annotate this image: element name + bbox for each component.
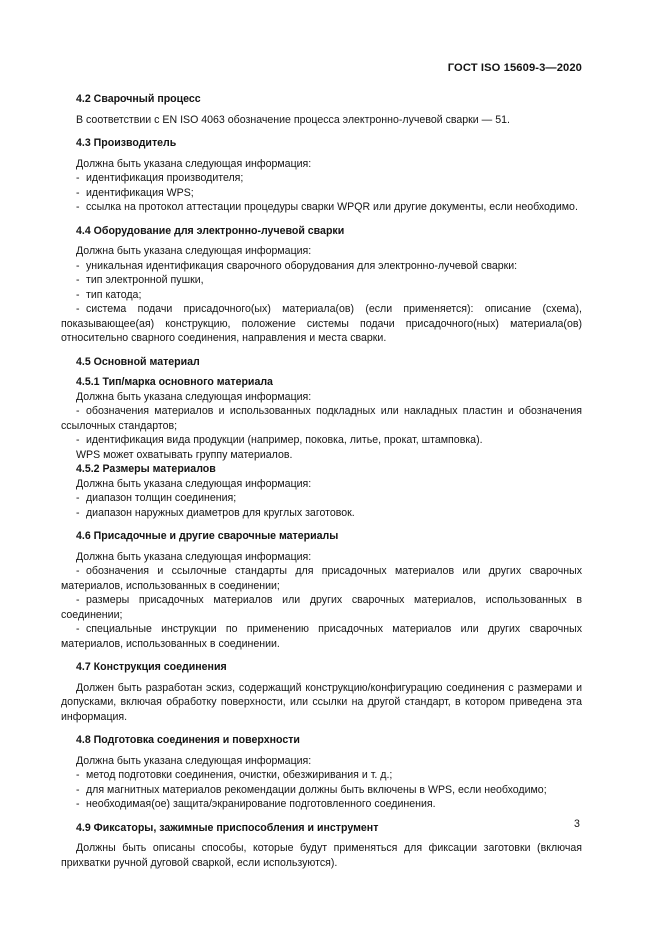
list-item xyxy=(61,622,582,651)
list-marker: - xyxy=(76,434,80,446)
section-heading: 4.6 Присадочные и другие сварочные материалы xyxy=(76,530,339,542)
list-marker: - xyxy=(76,506,80,519)
list-item xyxy=(61,259,582,274)
section-heading: 4.9 Фиксаторы, зажимные приспособления и инструмент xyxy=(76,821,379,834)
list-item xyxy=(61,200,582,215)
list-item xyxy=(61,433,582,448)
list-marker: - xyxy=(76,798,80,810)
list-item-text: обозначения и ссылочные стандарты для присадочных материалов или других сварочных материалов, использованных в соединении; xyxy=(61,565,582,592)
list-marker: - xyxy=(76,623,80,635)
list-item-text: размеры присадочных материалов или других сварочных материалов, использованных в соединении; xyxy=(61,594,582,621)
list-marker: - xyxy=(76,565,80,577)
list-marker: - xyxy=(76,405,80,417)
document-body xyxy=(61,92,582,870)
list-item-text: тип катода; xyxy=(86,288,142,301)
list-item xyxy=(61,506,582,521)
list-marker: - xyxy=(76,594,80,606)
list-item-text: для магнитных материалов рекомендации должны быть включены в WPS, если необходимо; xyxy=(86,783,547,796)
list-item-text: тип электронной пушки, xyxy=(86,274,204,286)
paragraph: В соответствии с EN ISO 4063 обозначение процесса электронно-лучевой сварки — 51. xyxy=(76,113,510,126)
list-item-text: диапазон толщин соединения; xyxy=(86,492,237,504)
paragraph: Должна быть указана следующая информация: xyxy=(76,157,312,170)
paragraph: Должны быть описаны способы, которые будут применяться для фиксации заготовки (включая прихватки ручной дуговой сваркой, если используются). xyxy=(61,842,582,869)
document-code: ГОСТ ISO 15609-3—2020 xyxy=(447,62,582,74)
list-item xyxy=(61,593,582,622)
list-item xyxy=(61,288,582,303)
section-heading: 4.8 Подготовка соединения и поверхности xyxy=(76,734,300,746)
section-heading: 4.5 Основной материал xyxy=(76,355,200,368)
list-item-text: идентификация WPS; xyxy=(86,186,194,199)
paragraph: Должна быть указана следующая информация: xyxy=(76,550,312,563)
paragraph: Должна быть указана следующая информация: xyxy=(76,754,312,767)
list-item-text: обозначения материалов и использованных подкладных или накладных пластин и обозначения ссылочных стандартов; xyxy=(61,405,582,432)
list-marker: - xyxy=(76,769,80,781)
list-item-text: необходимая(ое) защита/экранирование подготовленного соединения. xyxy=(86,798,436,810)
list-item xyxy=(61,404,582,433)
list-item xyxy=(61,783,582,798)
paragraph: Должна быть указана следующая информация: xyxy=(76,390,312,403)
subsection-heading: 4.5.1 Тип/марка основного материала xyxy=(76,376,273,388)
section-heading: 4.4 Оборудование для электронно-лучевой сварки xyxy=(76,224,345,237)
list-item-text: идентификация производителя; xyxy=(86,172,244,184)
list-marker: - xyxy=(76,259,80,272)
list-item-text: ссылка на протокол аттестации процедуры сварки WPQR или другие документы, если необходимо. xyxy=(86,201,578,213)
paragraph: Должна быть указана следующая информация: xyxy=(76,245,312,257)
list-item-text: метод подготовки соединения, очистки, обезжиривания и т. д.; xyxy=(86,769,393,781)
list-item xyxy=(61,171,582,186)
list-marker: - xyxy=(76,288,80,301)
list-item xyxy=(61,797,582,812)
page-number: 3 xyxy=(574,818,580,830)
list-item-text: идентификация вида продукции (например, поковка, литье, прокат, штамповка). xyxy=(86,434,483,446)
list-item xyxy=(61,564,582,593)
list-item-text: уникальная идентификация сварочного оборудования для электронно-лучевой сварки: xyxy=(86,259,518,272)
list-item xyxy=(61,491,582,506)
subsection-heading: 4.5.2 Размеры материалов xyxy=(76,463,216,475)
paragraph: Должен быть разработан эскиз, содержащий конструкцию/конфигурацию соединения с размерами и допусками, включая обработку поверхности, или ссылки на другой стандарт, в котором приведена эта информация. xyxy=(61,681,582,723)
list-item xyxy=(61,273,582,288)
list-marker: - xyxy=(76,172,80,184)
list-marker: - xyxy=(76,492,80,504)
list-item xyxy=(61,302,582,346)
section-heading: 4.7 Конструкция соединения xyxy=(76,661,227,673)
section-heading: 4.2 Сварочный процесс xyxy=(76,93,201,105)
list-marker: - xyxy=(76,186,80,199)
list-marker: - xyxy=(76,201,80,213)
list-item xyxy=(61,186,582,201)
list-marker: - xyxy=(76,274,80,286)
list-item-text: система подачи присадочного(ых) материала(ов) (если применяется): описание (схема), показывающее(ая) конструкцию, положение системы подачи присадочного(ных) материала(ов) относительно сварного соединения, направления и места сварки. xyxy=(61,303,582,344)
list-item xyxy=(61,768,582,783)
list-marker: - xyxy=(76,783,80,796)
list-marker: - xyxy=(76,303,80,315)
section-heading: 4.3 Производитель xyxy=(76,137,177,149)
list-item-text: специальные инструкции по применению присадочных материалов или других сварочных материалов, использованных в соединении. xyxy=(61,623,582,650)
paragraph: Должна быть указана следующая информация: xyxy=(76,477,312,490)
paragraph: WPS может охватывать группу материалов. xyxy=(76,448,293,461)
list-item-text: диапазон наружных диаметров для круглых заготовок. xyxy=(86,506,355,519)
